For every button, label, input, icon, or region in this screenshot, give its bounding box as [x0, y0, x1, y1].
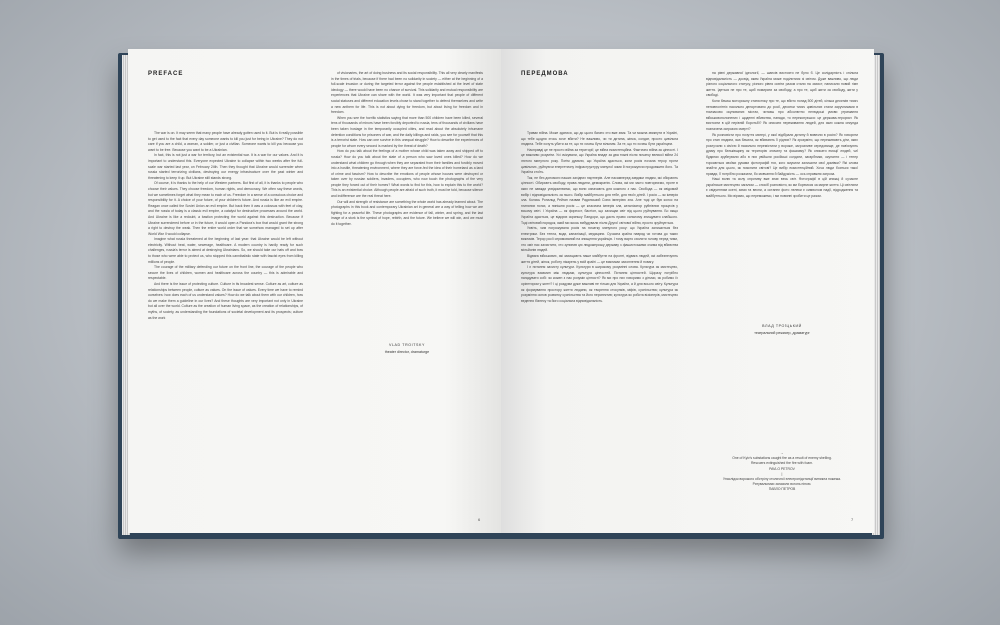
caption-divider: | [781, 471, 783, 476]
text-column-1 [521, 131, 678, 304]
caption-en-line-1: One of Kyiv's substations caught fire as a result of enemy shelling. [732, 456, 832, 461]
photo-caption [706, 451, 858, 493]
caption-en-line-2: Rescuers extinguished the fire with foam. [750, 461, 813, 466]
caption-ua-line-2: Рятувальники загасили вогонь піною. [752, 482, 812, 487]
paragraph: Триває війна. Може здатися, що до цього багато хто вже звик. Та чи можна звикнути в Україні, що тебе щодня хтось хоче вбити? Не важливо, чи ти дитина, жінка, солдат, просто цивільна людина. Тебе хочуть убити за те, що ти хочеш бути вільним. За те, що ти хочеш бути українцем. [521, 131, 678, 147]
paragraph: And there is the issue of protecting culture. Culture in its broadest sense. Culture as art, culture as relationships between people, culture as values. On the issue of values. Every time we have to remind ourselves: how does each of us understand values? How do we talk about them with our children, how do we make them a guideline in our lives? And these thoughts are very important not only in Ukraine but all over the world. Culture as the creation of human living space, as the creation of relationships, of myths, of society, as understanding the foundations of societal development and its prospects; culture as the work [148, 282, 303, 320]
open-book [118, 49, 884, 539]
paragraph: Imagine what russia threatened at the beginning of last year: that Ukraine would be left without electricity. Without heat, water, sewerage, healthcare. A modern country is hardly ready for such challenges, russia's terror is aimed at destroying Ukrainians. So, we should take our hats off and bow to those who were able to protect us, who stopped this cannibalistic state with fascist eyes from killing millions of people. [148, 237, 303, 264]
paragraph: Of course, it is thanks to the help of our Western partners. But first of all, it is thanks to people who choose their values. They choose freedom, human rights, and democracy. We often say these words, but we sometimes forget what they mean to each of us. Freedom in a sense of a conscious choice and responsibility for it. A choice of your future, of your children's future. And russia is like an evil empire. Reagan once called the Soviet Union an evil empire. But back then it was a colossus with feet of clay, and the russia of today is a classic evil empire, a catalyst for destructive processes around the world. And Ukraine is like a redoubt, a bastion protecting the world against this destruction. Because if Ukraine surrendered before or in the future, it would open a Pandora's box that would grant the strong a right to destroy the weak. Then the entire world order that we somehow managed to set up after World War II would collapse. [148, 181, 303, 236]
caption-en-name: PAVLO PETROV [769, 466, 795, 471]
paragraph: The courage of the military defending our future on the front line, the courage of the people who secure the lives of children, women and healthcare across the country — this is admirable and respectable. [148, 265, 303, 281]
signature-role: театральний режисер, драматург [754, 331, 810, 335]
paragraph: Уявіть, чим погрожувала росія на початку минулого року: що Україна залишиться без електрики. Без тепла, води, каналізації, медицини. Сучасна країна навряд чи готова до таких викликів. Терор росії спрямований на знищення українців. І тому варто схилити голову перед тими, хто зміг нас захистити, хто зупинив цю людожерську державу з фашистськими очима від вбивства мільйонів людей. [521, 226, 678, 253]
signature-name: VLAD TROITSKY [388, 343, 426, 347]
signature [331, 343, 483, 354]
paragraph: Так, не без допомоги наших західних партнерів. Але насамперед завдяки людям, які обирають цінності. Обирають свободу, права людини, демократію. Слова, які ми часто повторюємо, проте в яких не завжди усвідомлюємо, що вони означають для кожного з нас. Свобода — як свідомий вибір і відповідальність за нього. Вибір майбутнього для тебе, для твоїх дітей. І росія — як імперія зла. Колись Рональд Рейган назвав Радянський Союз імперією зла. Але тоді це був колос на глиняних ногах, а нинішня росія — це класична імперія зла, каталізатор руйнівних процесів у всьому світі. І Україна — як форпост, бастіон, що захищає світ від цього руйнування. Бо якщо Україна здасться, це відкриє скриньку Пандори, що дасть право сильному знищувати слабшого. Тоді світовий порядок, який ми якось вибудували після Другої світової війни, просто зруйнується. [521, 175, 678, 225]
running-head: ПЕРЕДМОВА [521, 71, 569, 77]
text-column-2 [331, 71, 483, 228]
paragraph: Відвага військових, які захищають наше майбутнє на фронті, відвага людей, які забезпечують життя дітей, жінок, роботу лікарень у всій країні — це викликає захоплення й повагу. [521, 254, 678, 264]
page-number: 7 [851, 517, 854, 522]
paragraph: How do you talk about the feelings of a mother whose child was taken away and shipped off to russia? How do you talk about the state of a person who saw loved ones killed? How do we understand what children go through when they are separated from their families and forcibly moved into a hostile, threatening environment, where they are force-fed the idea of their homeland as a land of crime and fascism? How to describe the emotions of people whose houses were destroyed or taken over by russian soldiers, invaders, occupiers, who now touch the photographs of the very people they forced out of their homes? What words to find for this, how to explain this to the world? This is an existential choice. Although people are afraid of such truth, it must be told, because silence and indifference are the real threat here. [331, 149, 483, 199]
text-column-1 [148, 131, 303, 321]
paragraph: Наші волю та силу спротиву вже знає весь світ. Фотографії в цій книжці й сучасне українське мистецтво загалом — спосіб розповісти, як ми боремося за мирне життя. Ці світлини є свідченням осені, зими та весни, а останнє фото лелеки є символом надії, відродження та майбутнього. Ми віримо, що переможемо, і ми повинні зробити це разом. [706, 177, 858, 199]
signature-name: ВЛАД ТРОЇЦЬКИЙ [762, 324, 802, 328]
paragraph: Our will and strength of resistance are something the whole world has already learned about. The photographs in this book and contemporary Ukrainian art in general are a way of telling how we are fighting for a peaceful life. These photographs are evidence of fall, winter, and spring, and the last image of a stork is the symbol of hope, rebirth, and the future. We believe we will win, and we must do it together. [331, 199, 484, 227]
caption-ua-line-1: Унаслідок ворожого обстрілу столичної електропідстанції виникла пожежа. [723, 477, 841, 482]
paragraph: Насправді це не просто війна за території; це війна екзистенційна. Фактично війна за цінності. І це важливо розуміти. Усі очікували, що Україна впаде за два тижні після початку великої війни 24 лютого минулого року. Потім думали, що Україна здасться, коли росія почала терор проти цивільних, руйнуючи енергетичну інфраструктуру минулої зими й погрожуючи продовжити його. Та Україна стоїть. [521, 147, 678, 175]
right-page [501, 49, 874, 533]
caption-arrow-icon: → [780, 451, 784, 455]
paragraph: of visionaries, the art of doing business and its social responsibility. This all very clearly manifests in the times of trials, because if there had been no solidarity in society — either at the beginning of a full-scale invasion or during the targeted terror against the people established at the level of state ideology — there would have been no chance of survival. This solidarity and mutual responsibility are experiences that Ukraine can share with the world. It was very important that people of different social statuses and different education levels chose to stand together to defend themselves and write a new anthem for life. This is not about dying for freedom, but about living for freedom and in freedom. [331, 71, 483, 115]
page-number: 6 [478, 517, 481, 522]
caption-ua-name: ПАВЛО ПЕТРОВ [768, 487, 796, 492]
running-head: PREFACE [148, 71, 184, 77]
text-column-2 [706, 71, 858, 200]
paragraph: When you see the horrific statistics saying that more than 500 children have been killed, several tens of thousands of minors have been forcibly deported to russia, tens of thousands of civilians have been taken hostage in the temporarily occupied cities, and read about the absolutely inhumane detention conditions for prisoners of war, and the daily killings and raids, you see for yourself that this is a terrorist state. How can one survive in this unequal struggle? How to describe the experiences of people for whom every second is marked by the threat of death? [331, 115, 483, 148]
signature [706, 324, 858, 335]
paragraph: І є питання захисту культури. Культури в широкому розумінні слова. Культура як мистецтво, культура взаємин між людьми, культура цінностей. Питання цінностей. Щоразу потрібно нагадувати собі: як кожен з нас розуміє цінності? Як ми про них говоримо з дітьми, як робимо їх орієнтиром у житті? І ці роздуми дуже важливі не тільки для України, а й для всього світу. Культура як формування простору життя людини, як творення стосунків, міфів, суспільства; культура як розуміння основ розвитку суспільства та його перспектив; культура як робота візіонерів, мистецтво ведення бізнесу та його соціальна відповідальність. [521, 265, 678, 303]
paragraph: The war is on. It may seem that many people have already gotten used to it. But is it really possible to get used to the fact that every day someone wants to kill you just for being in Ukraine? They do not care if you are a child, a woman, a soldier, or just a civilian. Someone wants to kill you because you want to be free. Because you want to be a Ukrainian. [148, 131, 303, 152]
left-page [128, 49, 501, 533]
paragraph: In fact, this is not just a war for territory, but an existential war. It is a war for our values. And it is important to understand this. Everyone expected Ukraine to collapse within two weeks after the full-scale war started last year, on February 24th. Then they thought that Ukraine would surrender when russia started terrorizing civilians, destroying our energy infrastructure over the past winter and threatening to keep it up. But Ukraine still stands strong. [148, 153, 303, 180]
signature-role: theater director, dramaturge [384, 350, 430, 354]
paragraph: на рівні державної ідеології, — шансів вистояти не було б. Це солідарність і спільна відповідальність — досвід, яким Україна може поділитися зі світом. Дуже важливо, що люди різного соціального статусу, різного рівня освіти разом стали на захист, написали новий гімн життя. Ідеться не про те, щоб помирати за свободу, а про те, щоб жити за свободу, жити у свободі. [706, 71, 858, 98]
paragraph: Як розповісти про почуття матері, у якої відібрали дитину й вивезли в росію? Як говорити про стан людини, яка бачила, як вбивають її рідних? Як зрозуміти, що переживають діти, яких розлучили з сім'єю й насильно перемістили у ворожe, загрозливе середовище, де нав'язують думку про батьківщину як територію злочину та фашизму? Як описати емоції людей, чиї будинки зруйнували або в них увійшли російські солдати, загарбники, окупанти — і тепер торкаються своїми руками фотографій тих, кого змусили залишити свої домівки? Які слова знайти для цього, як пояснити світові? Це вибір екзистенційний. Хоча люди бояться такої правди, її потрібно розказати, бо мовчання й байдужість — ось справжня загроза. [706, 132, 858, 176]
paragraph: Коли бачиш моторошну статистику про те, що вбито понад 500 дітей, кілька десятків тисяч неповнолітніх насильно депортовано до росії, десятки тисяч цивільних стали заручниками в тимчасово окупованих містах, читаєш про абсолютно нелюдські умови утримання військовополонених і щоденні вбивства, напади, то переконуєшся: це держава-терорист. Як вистояти в цій нерівній боротьбі? Як описати переживання людей, для яких кожна секунда позначена загрозою смерті? [706, 98, 858, 131]
